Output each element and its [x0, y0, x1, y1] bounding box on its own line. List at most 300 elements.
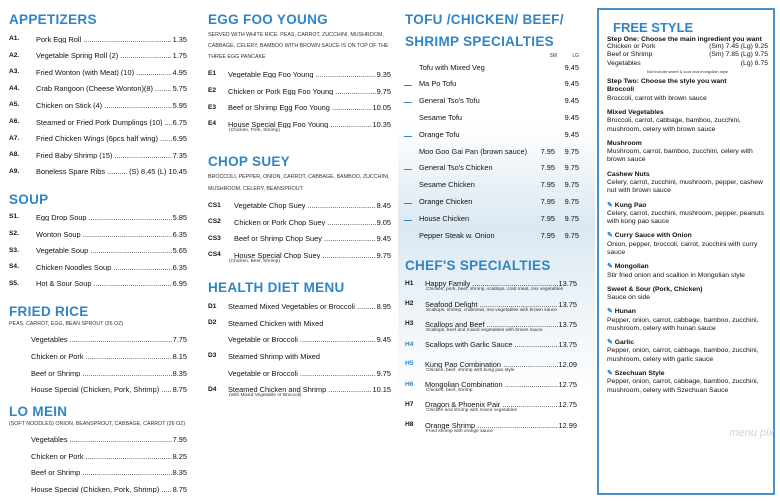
item-price: 8.75: [172, 385, 187, 395]
size-large-label: LG: [572, 53, 579, 59]
style-name: [607, 286, 768, 294]
item-code: A6.: [9, 117, 20, 125]
item-name: Boneless Spare Ribs .....: [36, 168, 128, 175]
tofu-item-name: General Tso's Tofu: [419, 96, 480, 106]
style-name: [607, 263, 768, 271]
free-style-options: [607, 43, 768, 68]
style-name-text: Garlic: [614, 339, 634, 347]
watermark: menu pix: [729, 427, 774, 439]
free-style-styles: [607, 86, 768, 394]
free-style-option-style: [607, 109, 768, 134]
menu-item-row: [208, 348, 391, 365]
menu-item-row: [9, 131, 187, 148]
menu-item-row: [9, 259, 187, 276]
tofu-item-row: [405, 193, 579, 210]
item-name: Vegetables .....: [31, 336, 172, 343]
style-name-text: Kung Pao: [614, 201, 647, 209]
option-name: Chicken or Pork: [607, 43, 656, 50]
item-name: Vegetable or Broccoli .....: [228, 336, 376, 343]
item-name: Beef or Shrimp Chop Suey .....: [234, 235, 376, 242]
tofu-item-large-price: 9.75: [564, 197, 579, 207]
item-name: Beef or Shrimp .....: [31, 370, 172, 377]
tofu-title-line1: TOFU /CHICKEN/ BEEF/: [405, 12, 564, 27]
item-code: E2: [208, 86, 217, 94]
item-name: Chicken or Pork .....: [31, 453, 172, 460]
tofu-item-large-price: 9.75: [564, 213, 579, 223]
tofu-item-name: Tofu with Mixed Veg: [419, 62, 485, 72]
style-name-text: Cashew Nuts: [607, 170, 650, 178]
menu-item-row: [208, 198, 391, 215]
item-code: CS4: [208, 251, 221, 259]
menu-item-row: [9, 31, 187, 48]
item-name: Chicken Noodles Soup .....: [36, 264, 172, 271]
menu-item-row: [9, 147, 187, 164]
item-name: Beef or Shrimp .....: [31, 469, 172, 476]
item-name: Mongolian Combination .....: [425, 381, 558, 388]
item-name: Wonton Soup .....: [36, 231, 172, 238]
menu-item-row: [9, 226, 187, 243]
free-style-box: [597, 8, 775, 495]
item-price: 8.35: [172, 468, 187, 478]
chefs-specialties-title: CHEF'S SPECIALTIES: [405, 257, 551, 273]
item-price: 5.75: [172, 84, 187, 94]
item-price: 7.75: [172, 335, 187, 345]
style-description: Onion, pepper, broccoli, carrot, zucchini with curry sauce: [607, 240, 758, 256]
free-style-note: Not include sweet & sour and mongolian style: [647, 69, 728, 75]
item-name: Vegetable Soup .....: [36, 247, 172, 254]
item-code: D4: [208, 385, 217, 393]
item-price: 7.35: [172, 150, 187, 160]
menu-item-row: [208, 231, 391, 248]
menu-item-row: [9, 209, 187, 226]
tofu-item-row: [405, 227, 579, 244]
tofu-item-row: [405, 210, 579, 227]
tofu-item-small-price: 7.95: [540, 213, 555, 223]
item-name: Happy Family .....: [425, 280, 558, 287]
menu-item-row: [208, 66, 391, 83]
item-name: Dragon & Phoenix Pair .....: [425, 401, 558, 408]
pen-mark-icon: [405, 198, 419, 206]
item-price: 13.75: [558, 319, 577, 329]
tofu-item-row: [405, 160, 579, 177]
pen-mark-icon: ✎: [607, 370, 613, 378]
tofu-item-row: [405, 126, 579, 143]
pen-mark-icon: [405, 215, 419, 223]
item-code: A2.: [9, 51, 20, 59]
style-name-text: Broccoli: [607, 86, 635, 94]
chefs-list: [405, 276, 591, 436]
item-name: Beef or Shrimp Egg Foo Young .....: [228, 104, 372, 111]
item-note: Fried shrimp with orange sauce: [426, 428, 493, 434]
item-name: Scallops and Beef .....: [425, 321, 558, 328]
tofu-item-large-price: 9.45: [564, 113, 579, 123]
style-name-text: Mixed Vegetables: [607, 109, 664, 117]
fried-rice-list: [9, 332, 187, 398]
style-description: Broccoli, carrot, cabbage, bamboo, zucchini, mushroom, celery with brown sauce: [607, 117, 741, 133]
lo-mein-list: [9, 432, 187, 498]
free-style-option-style: [607, 263, 768, 280]
option-price: (Lg) 8.75: [740, 59, 768, 67]
item-price: 9.05: [376, 217, 391, 227]
item-price: 8.75: [172, 484, 187, 494]
item-code: H8: [405, 421, 414, 429]
item-name: Kung Pao Combination .....: [425, 361, 558, 368]
lo-mein-title: LO MEIN: [9, 404, 68, 420]
item-note: Chicken, beef, shrimp with kung pao style: [426, 367, 515, 373]
lo-mein-description: (SOFT NOODLES) ONION, BEANSPROUT, CABBAGE, CARROT (26 OZ): [9, 421, 186, 428]
item-name: Vegetable Egg Foo Young .....: [228, 71, 376, 78]
free-style-title: FREE STYLE: [613, 20, 694, 35]
tofu-item-name: General Tso's Chicken: [419, 163, 493, 173]
pen-mark-icon: ✎: [607, 232, 613, 240]
item-price: 9.75: [376, 251, 391, 260]
item-code: A1.: [9, 35, 20, 42]
size-small-label: SM: [549, 53, 557, 59]
free-style-option-style: [607, 308, 768, 333]
menu-item-row: [9, 332, 187, 349]
tofu-item-large-price: 9.45: [564, 129, 579, 139]
egg-foo-young-list: [208, 66, 391, 134]
egg-foo-young-description: SERVED WITH WHITE RICE. PEAS, CARROT, ZUCCHINI, MUSHROOM, CABBAGE, CELERY, BAMBOO WITH BROWN SAUCE IS ON TOP OF THE THREE EGG PANCAKE: [208, 32, 389, 61]
item-price: 12.75: [558, 380, 577, 390]
item-name: Pork Egg Roll .....: [36, 36, 172, 43]
style-name-text: Szechuan Style: [614, 370, 665, 378]
tofu-item-large-price: 9.75: [564, 163, 579, 173]
item-name: Vegetable Chop Suey .....: [234, 202, 376, 209]
item-code: E1: [208, 70, 217, 78]
item-price: 10.35: [372, 119, 391, 129]
item-note: Chicken and shrimp with mixed vegetables: [426, 408, 517, 414]
style-description: Pepper, onion, carrot, cabbage, bamboo, zucchini, mushroom, celery with hunan sauce: [607, 316, 759, 332]
item-price: 5.65: [172, 246, 187, 256]
tofu-list: [405, 59, 591, 244]
menu-item-row: [208, 83, 391, 100]
item-name: Steamed Chicken with Mixed: [228, 318, 324, 328]
menu-item-row: [9, 164, 187, 181]
tofu-item-small-price: 7.95: [540, 180, 555, 190]
menu-item-row: [9, 276, 187, 293]
tofu-item-large-price: 9.75: [564, 146, 579, 156]
item-name: Scallops with Garlic Sauce .....: [425, 341, 558, 348]
menu-item-row: [208, 332, 391, 349]
item-name: Seafood Delight .....: [425, 301, 558, 308]
menu-item-row: [9, 64, 187, 81]
tofu-item-name: Moo Goo Gai Pan (brown sauce): [419, 146, 528, 156]
item-name: House Special (Chicken, Pork, Shrimp) .....: [31, 386, 172, 393]
column-tofu-chefs: [398, 0, 595, 501]
item-price: 12.09: [558, 359, 577, 369]
style-description: Stir fried onion and scallion in Mongolian style: [607, 271, 745, 279]
item-code: A9.: [9, 167, 20, 175]
item-name: Steamed Chicken and Shrimp .....: [228, 386, 372, 393]
item-price: 9.75: [376, 86, 391, 96]
item-name: Chicken or Pork .....: [31, 353, 172, 360]
item-code: E4: [208, 120, 217, 128]
item-price: 9.75: [376, 368, 391, 378]
item-price: 13.75: [558, 299, 577, 309]
tofu-item-name: Ma Po Tofu: [419, 79, 457, 89]
item-name: House Special (Chicken, Pork, Shrimp) .....: [31, 486, 172, 493]
item-name: Chicken on Stick (4) .....: [36, 102, 172, 109]
option-name: Beef or Shrimp: [607, 51, 653, 59]
tofu-item-row: [405, 76, 579, 93]
menu-item-row: [208, 365, 391, 382]
pen-mark-icon: ✎: [607, 201, 613, 209]
item-name: Crab Rangoon (Cheese Wonton)(8) .....: [36, 85, 172, 92]
style-name: [607, 140, 768, 148]
style-name: [607, 202, 768, 210]
item-price: 8.15: [172, 351, 187, 361]
option-price: (Sm) 7.85 (Lg) 9.75: [709, 51, 768, 59]
fried-rice-title: FRIED RICE: [9, 304, 89, 320]
item-price: 8.45: [376, 201, 391, 211]
style-name: [607, 308, 768, 316]
item-code: S5.: [9, 279, 19, 287]
chop-suey-list: [208, 198, 391, 266]
menu-item-row: [208, 299, 391, 316]
item-price: 8.95: [376, 302, 391, 312]
menu-item-row: [9, 48, 187, 65]
item-name: Steamed Shrimp with Mixed: [228, 352, 321, 362]
tofu-item-name: Sesame Chicken: [419, 180, 475, 190]
item-note: Chicken, pork, beef, shrimp, scallops, crab meat, mix vegetables: [426, 287, 564, 293]
style-name: [607, 171, 768, 179]
item-code: D1: [208, 302, 217, 310]
item-code: H3: [405, 320, 414, 328]
item-code: A4.: [9, 84, 20, 92]
chop-suey-title: CHOP SUEY: [208, 154, 290, 170]
free-style-option-style: [607, 232, 768, 257]
item-price: 6.35: [172, 262, 187, 272]
menu-item-row: [208, 214, 391, 231]
step-two-label: Step Two: Choose the style you want: [607, 78, 727, 86]
free-style-option: [607, 43, 768, 51]
item-name: Fried Chicken Wings (6pcs half wing) .....: [36, 135, 172, 142]
menu-item-row: [9, 348, 187, 365]
item-price: 12.75: [558, 400, 577, 410]
style-name-text: Sweet & Sour (Pork, Chicken): [607, 285, 703, 293]
chop-suey-description: BROCCOLI, PEPPER, ONION, CARROT, CABBAGE, BAMBOO, ZUCCHINI, MUSHROOM, CELERY, BEANSPROUT: [208, 174, 390, 192]
health-diet-title: HEALTH DIET MENU: [208, 279, 345, 295]
tofu-item-small-price: 7.95: [540, 146, 555, 156]
item-code: S2.: [9, 229, 19, 237]
item-name: House Special Chop Suey .....: [234, 252, 376, 259]
option-name: Vegetables: [607, 59, 641, 67]
pen-mark-icon: ✎: [607, 263, 613, 271]
tofu-item-row: [405, 143, 579, 160]
style-description: Mushroom, carrot, bamboo, zucchini, celery with brown sauce: [607, 148, 753, 164]
pen-mark-icon: [405, 131, 419, 139]
item-name: Steamed Mixed Vegetables or Broccoli .....: [228, 303, 376, 310]
item-note: (with Mixed Vegetable or Broccoli): [229, 393, 302, 399]
menu-item-row: [9, 114, 187, 131]
item-name: Fried Baby Shrimp (15) .....: [36, 152, 172, 159]
free-style-option-style: [607, 171, 768, 196]
tofu-item-name: Orange Chicken: [419, 197, 473, 207]
item-price: 8.25: [172, 451, 187, 461]
menu-item-row: [9, 97, 187, 114]
style-name-text: Mushroom: [607, 139, 642, 147]
style-description: Celery, carrot, zucchini, mushroom, pepper, cashew nut with brown sauce: [607, 178, 763, 195]
item-name: Orange Shrimp .....: [425, 422, 558, 429]
step-one-label: Step One: Choose the main ingredient you want: [607, 36, 762, 43]
appetizers-list: [9, 31, 187, 180]
tofu-item-small-price: 7.95: [540, 163, 555, 173]
item-spacer: [426, 348, 577, 354]
item-price: 4.95: [172, 67, 187, 77]
pen-mark-icon: ✎: [607, 308, 613, 316]
item-price: 5.95: [172, 100, 187, 110]
tofu-item-row: [405, 93, 579, 110]
item-note: (Chicken, Beef, Shrimp): [229, 259, 280, 264]
health-diet-list: [208, 299, 391, 400]
item-price: 12.99: [558, 420, 577, 430]
tofu-item-large-price: 9.75: [564, 230, 579, 240]
item-code: A5.: [9, 101, 20, 109]
item-code: H5: [405, 360, 414, 368]
item-code: D2: [208, 319, 217, 327]
soup-title: SOUP: [9, 192, 49, 208]
style-description: Broccoli, carrot with brown sauce: [607, 94, 707, 102]
style-name: [607, 86, 768, 94]
pen-stroke-icon: [404, 199, 415, 204]
tofu-item-row: [405, 177, 579, 194]
style-name-text: Curry Sauce with Onion: [614, 232, 692, 240]
item-price: 10.05: [372, 103, 391, 113]
pen-stroke-icon: [404, 165, 415, 170]
tofu-item-small-price: 7.95: [540, 230, 555, 240]
item-name: Hot & Sour Soup .....: [36, 280, 172, 287]
free-style-option: [607, 60, 768, 68]
egg-foo-young-title: EGG FOO YOUNG: [208, 12, 328, 27]
tofu-item-name: House Chicken: [419, 213, 470, 223]
free-style-option: [607, 51, 768, 59]
item-name: Chicken or Pork Egg Foo Young .....: [228, 88, 376, 95]
item-code: H7: [405, 400, 414, 408]
style-description: Celery, carrot, zucchini, mushroom, pepper, peanuts with kong pao sauce: [607, 209, 765, 226]
style-name: [607, 370, 768, 378]
item-name: Steamed or Fried Pork Dumplings (10) .....: [36, 119, 172, 126]
item-price: 7.95: [172, 435, 187, 445]
item-price: 6.75: [172, 117, 187, 127]
tofu-item-name: Orange Tofu: [419, 129, 460, 139]
pen-stroke-icon: [404, 98, 415, 103]
item-name: Egg Drop Soup .....: [36, 214, 172, 221]
item-code: H1: [405, 279, 414, 287]
fried-rice-description: PEAS, CARROT, EGG, BEAN SPROUT (26 OZ): [9, 321, 124, 328]
item-price: 1.35: [172, 34, 187, 44]
style-description: Pepper, onion, carrot, cabbage, bamboo, zucchini, mushroom, celery with Szechuan Sauce: [607, 378, 759, 394]
free-style-option-style: [607, 339, 768, 364]
menu-item-row: [208, 315, 391, 332]
free-style-option-style: [607, 140, 768, 165]
menu-item-row: [9, 465, 187, 482]
item-code: S4.: [9, 263, 19, 271]
tofu-item-name: Pepper Steak w. Onion: [419, 230, 495, 240]
item-code: S3.: [9, 246, 19, 254]
item-code: CS3: [208, 234, 221, 242]
item-price: 8.35: [172, 368, 187, 378]
free-style-option-style: [607, 86, 768, 103]
item-note: Chicken, beef, shrimp: [426, 388, 473, 394]
pen-mark-icon: [405, 97, 419, 105]
item-code: H2: [405, 300, 414, 308]
style-name-text: Hunan: [614, 308, 636, 316]
tofu-item-large-price: 9.45: [564, 62, 579, 72]
item-code: A7.: [9, 134, 20, 142]
item-note: (Chicken, Pork, Shrimp): [229, 127, 280, 133]
item-code: A3.: [9, 68, 20, 76]
item-price: 6.95: [172, 279, 187, 289]
column-eggfoo-chopsuey-health: [202, 0, 395, 501]
item-note: Scallops, beef and mixed vegetables with brown sauce: [426, 327, 543, 333]
pen-mark-icon: ✎: [607, 339, 613, 347]
tofu-item-small-price: 7.95: [540, 197, 555, 207]
style-name: [607, 109, 768, 117]
item-name: Fried Wonton (with Meat) (10) .....: [36, 69, 172, 76]
free-style-option-style: [607, 286, 768, 303]
menu-item-row: [9, 448, 187, 465]
item-name: Vegetables .....: [31, 436, 172, 443]
pen-mark-icon: [405, 164, 419, 172]
item-price: (S) 8.45 (L) 10.45: [129, 167, 187, 177]
free-style-option-style: [607, 370, 768, 395]
item-code: H4: [405, 340, 414, 348]
item-price: 5.85: [172, 212, 187, 222]
item-code: CS2: [208, 218, 221, 226]
item-price: 13.75: [558, 279, 577, 289]
style-description: Sauce on side: [607, 294, 651, 302]
item-name: House Special Egg Foo Young .....: [228, 121, 372, 128]
menu-item-row: [9, 365, 187, 382]
style-name: [607, 339, 768, 347]
style-name: [607, 232, 768, 240]
item-name: Vegetable or Broccoli .....: [228, 370, 376, 377]
item-price: 9.45: [376, 335, 391, 345]
item-note: Scallops, shrimp, crabmeat, mix vegetables with brown sauce: [426, 307, 557, 313]
item-code: CS1: [208, 201, 221, 209]
tofu-item-row: [405, 109, 579, 126]
item-price: 10.15: [372, 385, 391, 395]
item-code: E3: [208, 103, 217, 111]
item-code: H6: [405, 380, 414, 388]
tofu-item-row: [405, 59, 579, 76]
item-code: A8.: [9, 151, 20, 159]
pen-stroke-icon: [404, 81, 415, 86]
style-name-text: Mongolian: [614, 263, 649, 271]
tofu-title-line2: SHRIMP SPECIALTIES: [405, 34, 554, 49]
menu-item-row: [208, 100, 391, 117]
style-description: Pepper, onion, carrot, cabbage, bamboo, zucchini, mushroom, celery with garlic sauce: [607, 347, 759, 363]
item-price: 13.75: [558, 340, 577, 350]
tofu-item-large-price: 9.75: [564, 180, 579, 190]
item-price: 9.35: [376, 69, 391, 79]
menu-item-row: [9, 243, 187, 260]
tofu-item-name: Sesame Tofu: [419, 113, 463, 123]
column-appetizers-soup-rice-lomein: [0, 0, 195, 501]
free-style-option-style: [607, 202, 768, 227]
menu-item-row: [9, 432, 187, 449]
item-code: D3: [208, 352, 217, 360]
appetizers-title: APPETIZERS: [9, 12, 97, 27]
tofu-item-large-price: 9.45: [564, 79, 579, 89]
item-name: Vegetable Spring Roll (2) .....: [36, 52, 172, 59]
menu-item-row: [9, 481, 187, 498]
pen-mark-icon: [405, 80, 419, 88]
item-price: 9.45: [376, 234, 391, 244]
menu-item-row: [9, 382, 187, 399]
soup-list: [9, 209, 187, 292]
